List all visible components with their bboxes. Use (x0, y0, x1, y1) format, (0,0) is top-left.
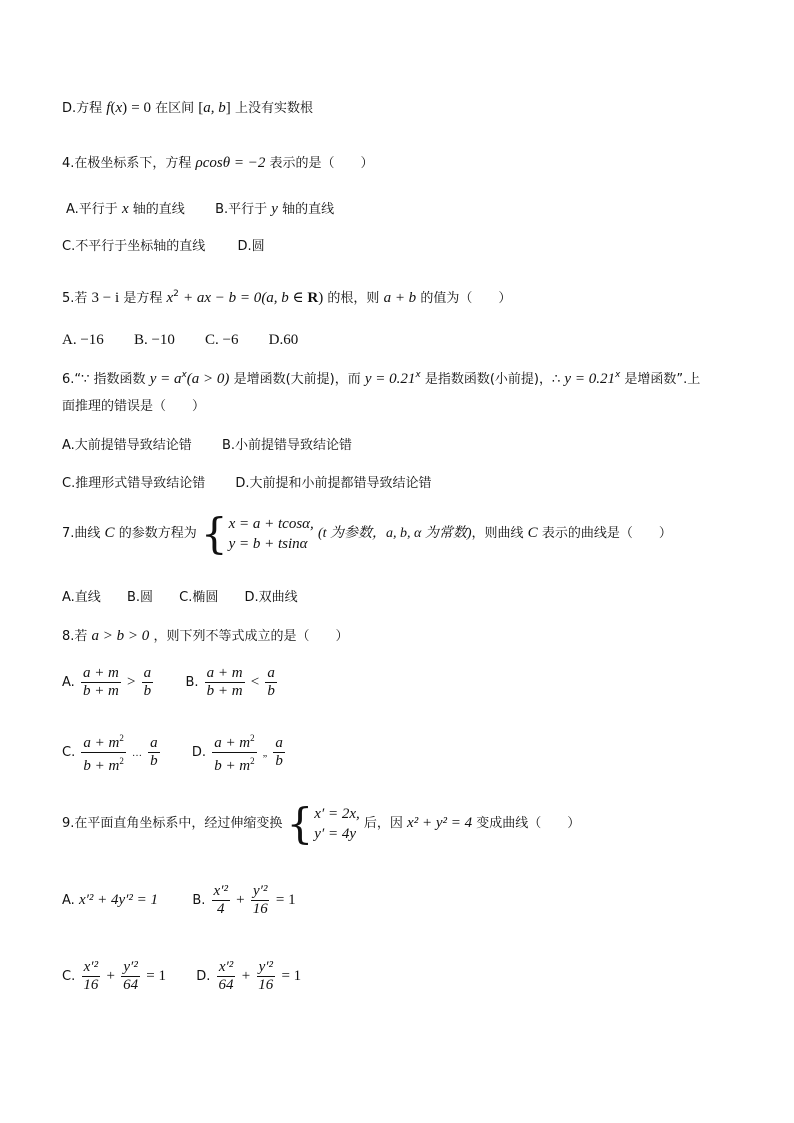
question-4-options-cd: C.不平行于坐标轴的直线 D.圆 (62, 239, 265, 254)
question-6-stem-line2: 面推理的错误是（ ） (62, 399, 206, 414)
question-5-options: A. −16 B. −10 C. −6 D.60 (62, 332, 299, 348)
param-system: x = a + tcosα, y = b + tsinα (228, 515, 314, 552)
question-6-options-ab: A.大前提错导致结论错 B.小前提错导致结论错 (62, 438, 353, 453)
question-6-options-cd: C.推理形式错导致结论错 D.大前提和小前提都错导致结论错 (62, 476, 432, 491)
question-9-stem: 9.在平面直角坐标系中，经过伸缩变换 { x′ = 2x, y′ = 4y 后，因 x² + y² = 4 变成曲线（ ） (62, 798, 581, 848)
question-9-options-cd: C. $\frac{\text{x′²}}{16}$ + $\frac{\text{y′²}}{64}$ = 1 D. $\frac{\text{x′²}}{64}$ + $\frac{\text{y′²}}{16}$ = 1 (62, 959, 302, 993)
question-5-stem: 5.若 3 − i 是方程 $x^2$ + ax − b = 0(a, b ∈ R) 的根，则 a + b 的值为（ ） (62, 289, 512, 306)
question-6-stem: 6.“∵ 指数函数 $y = a^x(a > 0)$ 是增函数(大前提)，而 $y = 0.21^x$ 是指数函数(小前提)，∴ $y = 0.21^x$ 是增函数”.上 (62, 370, 701, 387)
question-8-options-cd: C. $\frac{a + m^2}{b + m^2}$ … $\frac{a}{b}$ D. $\frac{a + m^2}{b + m^2}$ „ $\frac{a}{b}$ (62, 730, 287, 775)
question-7-options: A.直线 B.圆 C.椭圆 D.双曲线 (62, 590, 298, 605)
scaling-system: x′ = 2x, y′ = 4y (314, 805, 360, 842)
option-d-prev: D.方程 f(x) = 0 在区间 [a, b] 上没有实数根 (62, 100, 313, 116)
question-8-stem: 8.若 a > b > 0 ，则下列不等式成立的是（ ） (62, 628, 349, 644)
fraction: $\frac{a + m}{b + m}$ (82, 665, 119, 699)
question-8-options-ab: A. $\frac{a + m}{b + m}$ > $\frac{a}{b}$ B. $\frac{a + m}{b + m}$ < $\frac{a}{b}$ (62, 665, 275, 699)
question-9-options-ab: A. x′² + 4y′² = 1 B. $\frac{\text{x′²}}{4}$ + $\frac{\text{y′²}}{16}$ = 1 (62, 883, 296, 917)
question-4-stem: 4.在极坐标系下，方程 ρcosθ = −2 表示的是（ ） (62, 155, 374, 171)
question-4-options-ab: A.平行于 x 轴的直线 B.平行于 y 轴的直线 (66, 201, 335, 217)
question-7-stem: 7.曲线 C 的参数方程为 { x = a + tcosα, y = b + tsinα (t 为参数，a, b, α 为常数)，则曲线 C 表示的曲线是（ ） (62, 508, 672, 558)
